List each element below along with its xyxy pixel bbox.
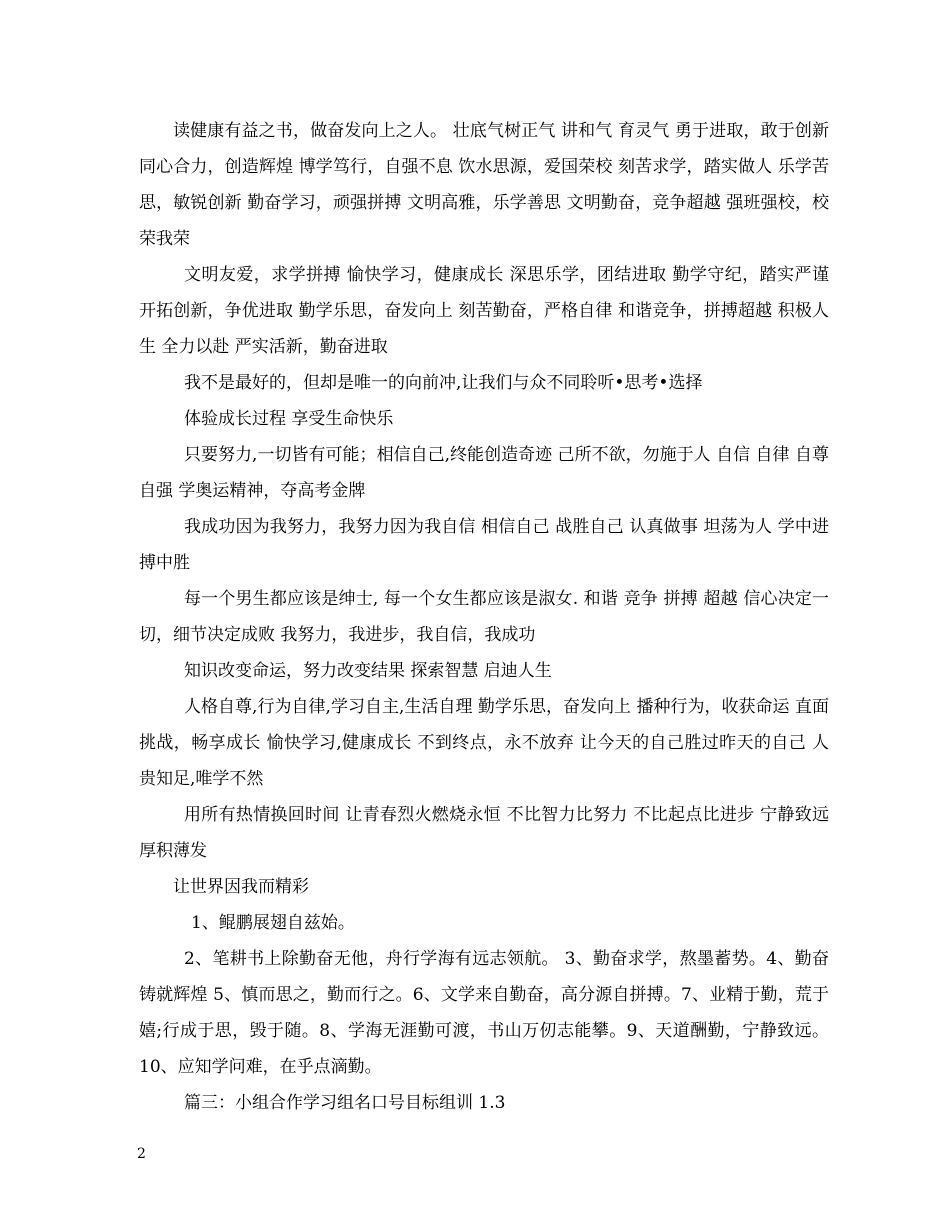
page-number: 2 <box>137 1146 146 1162</box>
paragraph: 知识改变命运，努力改变结果 探索智慧 启迪人生 <box>184 661 552 681</box>
paragraph: 让世界因我而精彩 <box>173 877 309 897</box>
paragraph: 文明友爱，求学拼搏 愉快学习，健康成长 深思乐学，团结进取 勤学守纪，踏实严谨 开拓创新，争优进取 勤学乐思，奋发向上 刻苦勤奋，严格自律 和谐竞争，拼搏超越 积极人生 全力以赴 严实活新，勤奋进取 <box>139 265 835 357</box>
paragraph: 人格自尊,行为自律,学习自主,生活自理 勤学乐思，奋发向上 播种行为，收获命运 直面挑战，畅享成长 愉快学习,健康成长 不到终点，永不放弃 让今天的自己胜过昨天的自己 人贵知足,唯学不然 <box>139 697 829 789</box>
paragraph: 读健康有益之书，做奋发向上之人。 壮底气树正气 讲和气 育灵气 勇于进取，敢于创新 同心合力，创造辉煌 博学笃行，自强不息 饮水思源，爱国荣校 刻苦求学，踏实做人 乐学苦思，敏锐创新 勤奋学习，顽强拼搏 文明高雅，乐学善思 文明勤奋，竞争超越 强班强校，校荣我荣 <box>139 121 835 249</box>
document-body <box>139 113 835 1121</box>
paragraph: 每一个男生都应该是绅士, 每一个女生都应该是淑女. 和谐 竞争 拼搏 超越 信心决定一切，细节决定成败 我努力，我进步，我自信，我成功 <box>139 589 829 645</box>
paragraph: 用所有热情换回时间 让青春烈火燃烧永恒 不比智力比努力 不比起点比进步 宁静致远 厚积薄发 <box>139 805 835 861</box>
section-heading: 篇三：小组合作学习组名口号目标组训 1.3 <box>184 1093 506 1113</box>
paragraph: 体验成长过程 享受生命快乐 <box>184 409 394 429</box>
paragraph: 只要努力,一切皆有可能；相信自己,终能创造奇迹 己所不欲，勿施于人 自信 自律 自尊 自强 学奥运精神，夺高考金牌 <box>139 445 835 501</box>
paragraph: 我成功因为我努力，我努力因为我自信 相信自己 战胜自己 认真做事 坦荡为人 学中进 搏中胜 <box>139 517 835 573</box>
paragraph: 我不是最好的，但却是唯一的向前冲,让我们与众不同聆听•思考•选择 <box>184 373 703 393</box>
list-item: 2、笔耕书上除勤奋无他，舟行学海有远志领航。 3、勤奋求学，熬墨蓄势。4、勤奋铸就辉煌 5、慎而思之，勤而行之。6、文学来自勤奋，高分源自拼搏。7、业精于勤，荒于嬉;行成于思，毁于随。8、学海无涯勤可渡，书山万仞志能攀。9、天道酬勤，宁静致远。10、应知学问难，在乎点滴勤。 <box>139 949 829 1077</box>
list-item: 1、鲲鹏展翅自兹始。 <box>191 913 355 933</box>
